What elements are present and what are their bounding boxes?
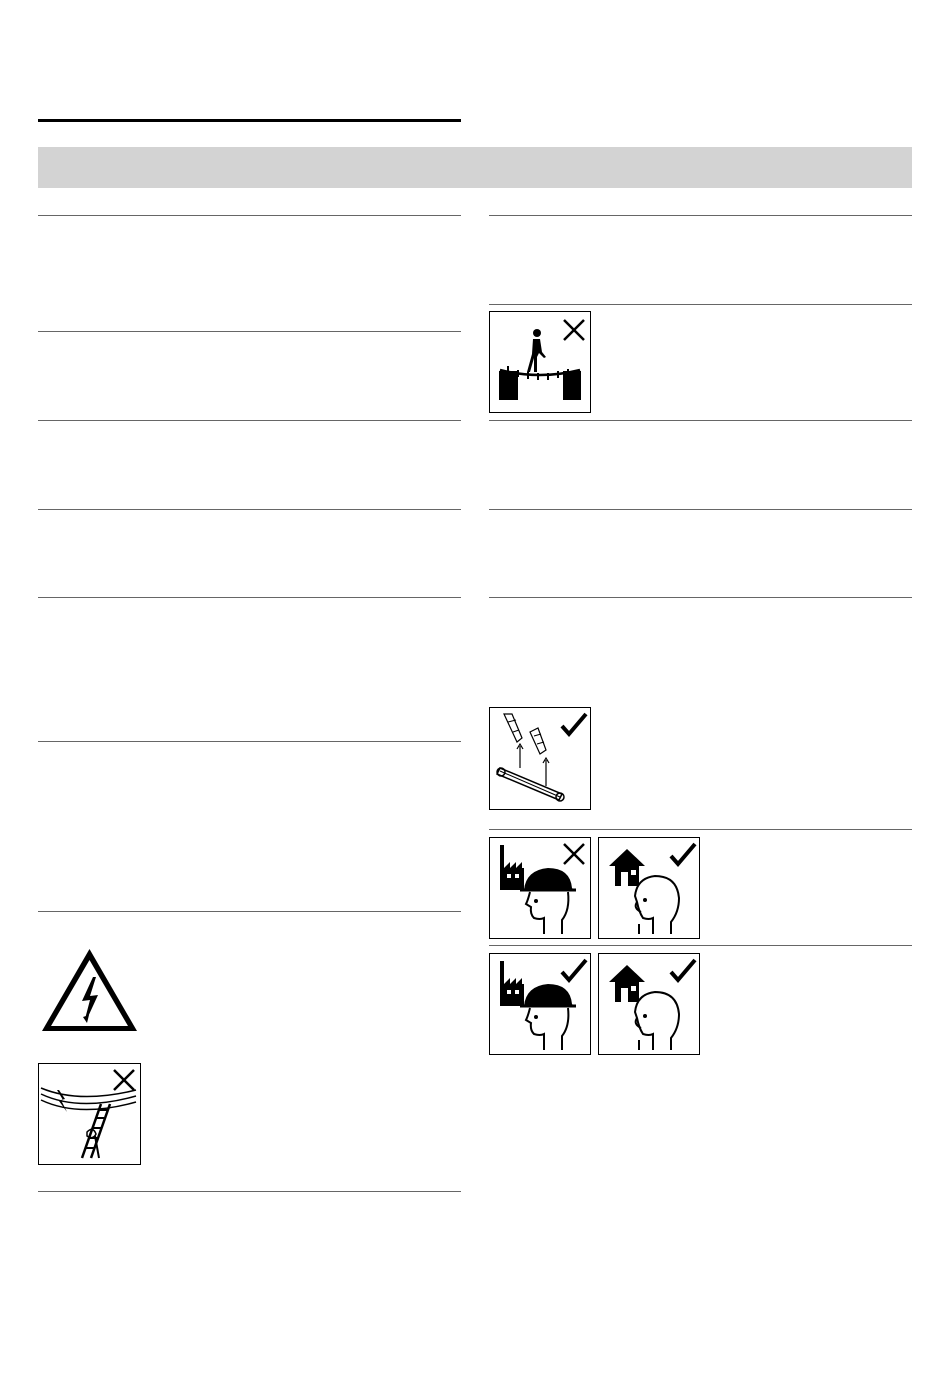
walking-on-ladder-bridge-prohibited-icon <box>489 311 591 413</box>
x-mark-icon <box>564 320 584 340</box>
check-mark-icon <box>671 960 695 980</box>
check-mark-icon <box>562 714 586 734</box>
check-mark-icon <box>562 960 586 980</box>
right-divider-4 <box>489 509 912 510</box>
section-banner <box>38 147 912 188</box>
right-divider-2 <box>489 304 912 305</box>
right-divider-3 <box>489 420 912 421</box>
electrical-hazard-warning-icon <box>38 945 141 1037</box>
left-divider-5 <box>38 597 461 598</box>
x-mark-icon <box>564 844 584 864</box>
professional-use-prohibited-icon <box>489 837 591 939</box>
left-divider-2 <box>38 331 461 332</box>
left-divider-1 <box>38 215 461 216</box>
right-divider-5 <box>489 597 912 598</box>
left-divider-3 <box>38 420 461 421</box>
left-divider-7 <box>38 911 461 912</box>
right-divider-7 <box>489 945 912 946</box>
attach-stabilizer-bar-permitted-icon <box>489 707 591 810</box>
ladder-near-power-line-prohibited-icon <box>38 1063 141 1165</box>
right-divider-6 <box>489 829 912 830</box>
left-divider-4 <box>38 509 461 510</box>
left-divider-6 <box>38 741 461 742</box>
right-divider-1 <box>489 215 912 216</box>
domestic-use-permitted-icon <box>598 837 700 939</box>
x-mark-icon <box>114 1070 134 1090</box>
header-rule <box>38 119 461 122</box>
check-mark-icon <box>671 844 695 864</box>
domestic-use-permitted-icon <box>598 953 700 1055</box>
professional-use-permitted-icon <box>489 953 591 1055</box>
left-divider-8 <box>38 1191 461 1192</box>
